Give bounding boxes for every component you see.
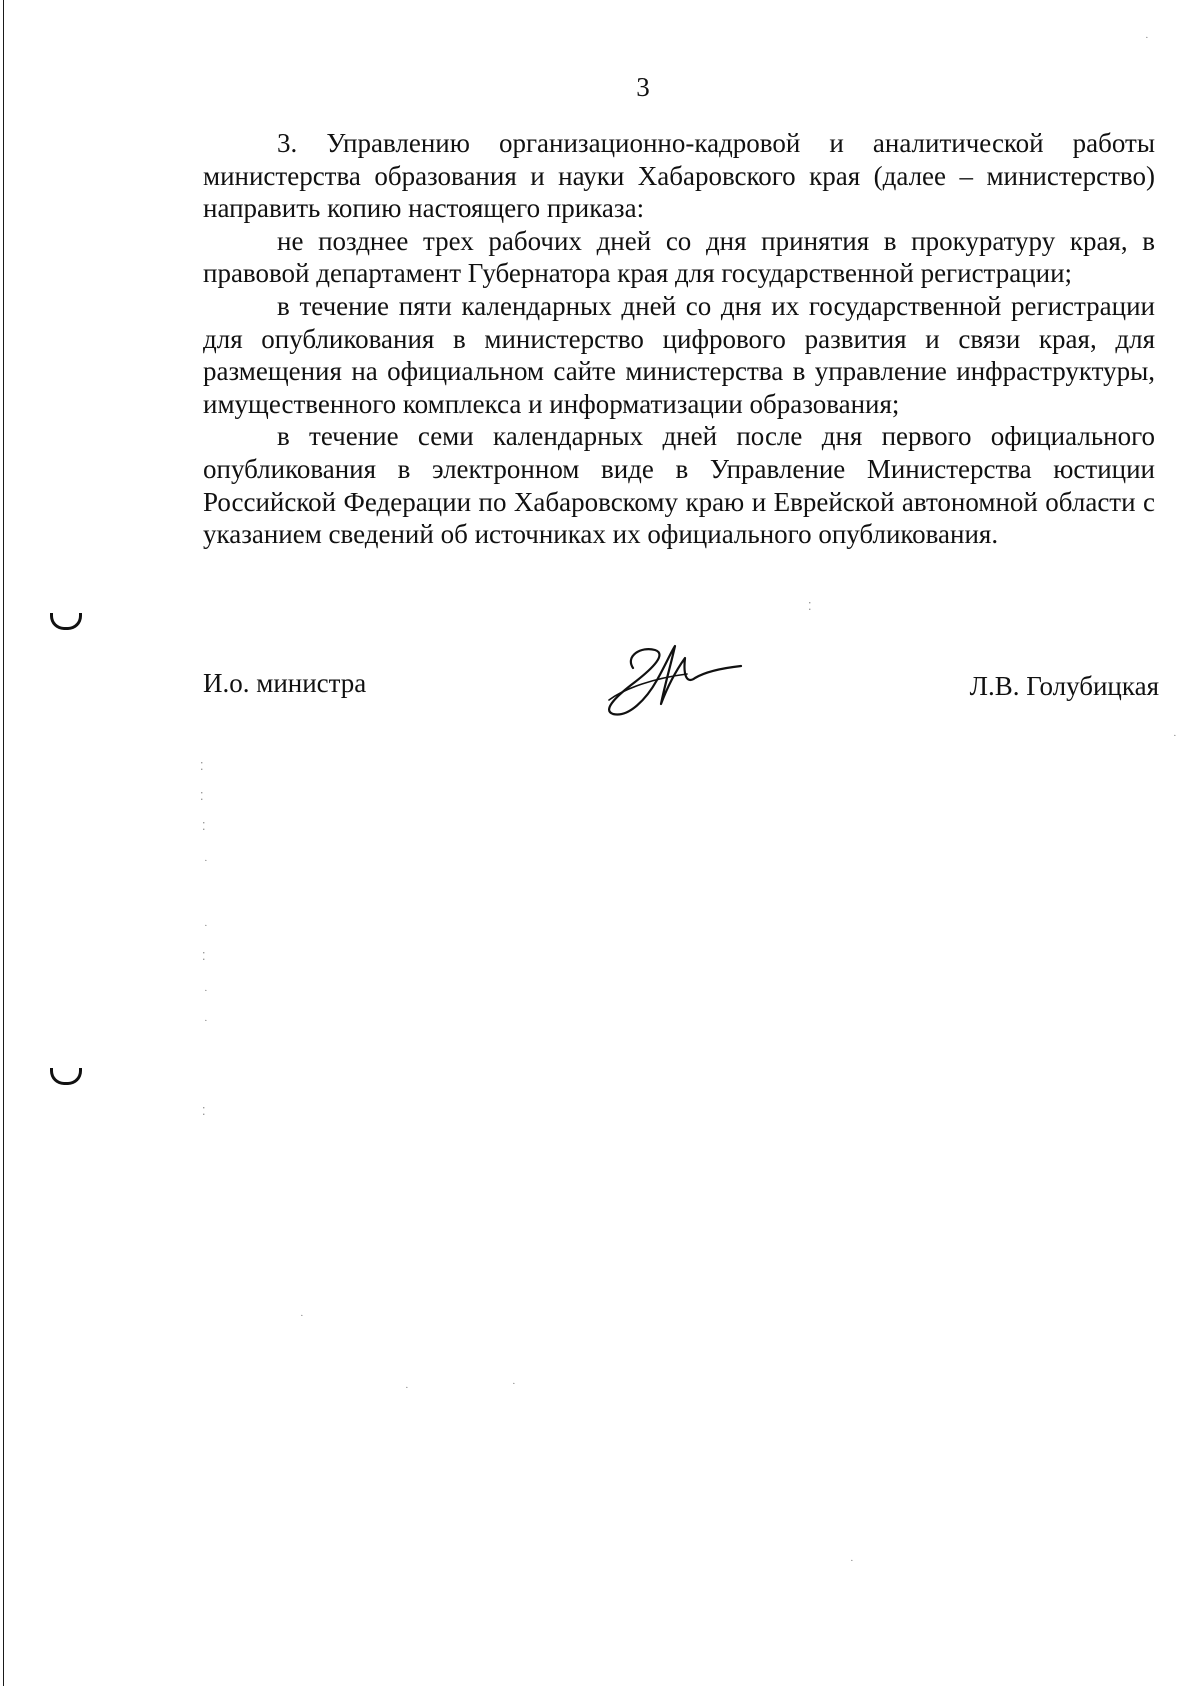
signatory-position: И.о. министра — [203, 668, 367, 698]
scan-artifact: · — [300, 1310, 304, 1322]
page-number: 3 — [636, 72, 650, 102]
scan-artifact: ⁚ — [200, 761, 204, 773]
scan-artifact: · — [204, 920, 208, 932]
scan-artifact: · — [1173, 730, 1177, 742]
scan-artifact: · — [405, 1382, 409, 1394]
scan-artifact: · — [204, 855, 208, 867]
paragraph-prosecutor: не позднее трех рабочих дней со дня принятия в прокуратуру края, в правовой департамент Губернатора края для государственной регистрации; — [203, 225, 1155, 289]
scan-artifact: · — [1145, 32, 1149, 44]
scan-artifact: ⁚ — [808, 601, 812, 613]
scan-artifact: · — [204, 1015, 208, 1027]
signatory-name: Л.В. Голубицкая — [969, 671, 1159, 701]
scan-artifact: · — [850, 1555, 854, 1567]
page-left-edge — [3, 0, 4, 1686]
scan-artifact: · — [512, 1378, 516, 1390]
scan-artifact: ⁚ — [202, 821, 206, 833]
binder-hole-icon — [50, 1068, 82, 1085]
scan-artifact: ⁚ — [200, 791, 204, 803]
binder-hole-icon — [50, 613, 82, 630]
paragraph-publication: в течение пяти календарных дней со дня их государственной регистрации для опубликования в министерство цифрового развития и связи края, для размещения на официальном сайте министерства в управление инфраструктуры, имущественного комплекса и информатизации образования; — [203, 290, 1155, 419]
handwritten-signature — [595, 638, 745, 718]
scan-artifact: ⁚ — [202, 951, 206, 963]
scan-artifact: ⁚ — [202, 1106, 206, 1118]
scan-artifact: · — [204, 985, 208, 997]
paragraph-justice-ministry: в течение семи календарных дней после дня первого официального опубликования в электронном виде в Управление Министерства юстиции Российской Федерации по Хабаровскому краю и Еврейской автономной области с указанием сведений об источниках их официального опубликования. — [203, 421, 1155, 550]
document-body — [203, 127, 1155, 551]
paragraph-clause-3: 3. Управлению организационно-кадровой и аналитической работы министерства образования и науки Хабаровского края (далее – министерство) направить копию настоящего приказа: — [203, 128, 1155, 224]
